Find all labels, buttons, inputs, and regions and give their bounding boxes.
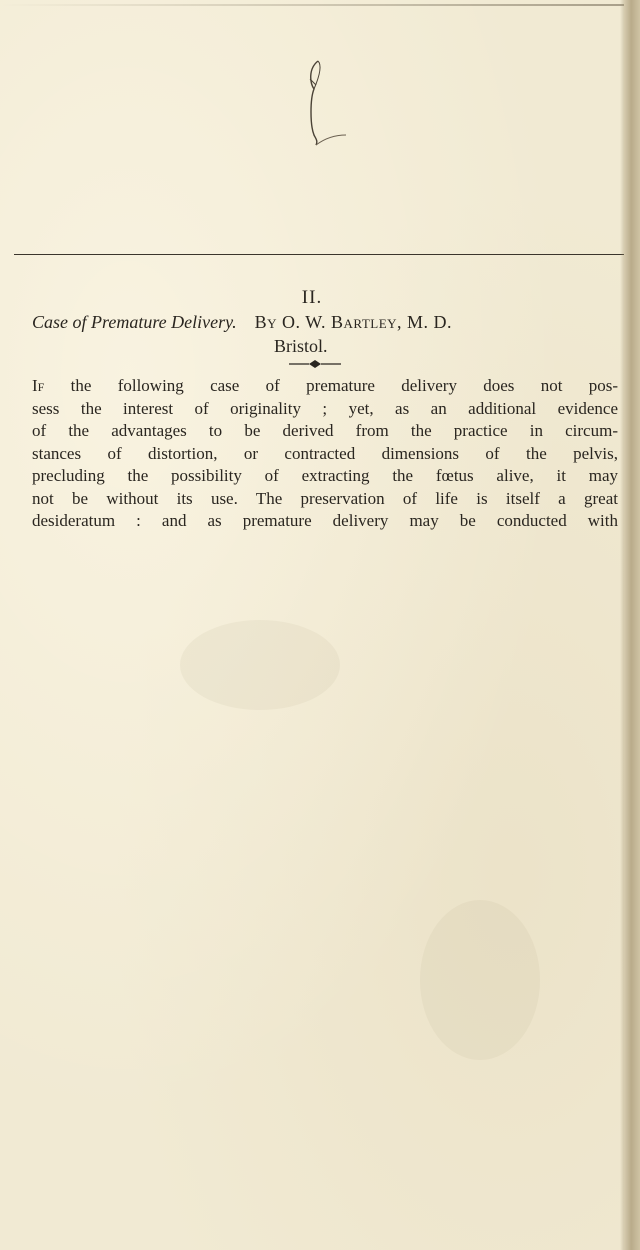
article-title (32, 310, 624, 358)
body-line-2: sess the interest of originality ; yet, as an additional evidence (32, 398, 618, 418)
body-line-1-text: the following case of premature delivery does not pos- (44, 376, 618, 395)
body-line-6: not be without its use. The preservation of life is itself a great (32, 488, 618, 508)
author-line: By O. W. Bartley, M. D. (254, 312, 453, 332)
case-title: Case of Premature Delivery. (32, 312, 237, 332)
header-rule (14, 254, 624, 255)
body-line-7: desideratum : and as premature delivery may be conducted with (32, 511, 618, 530)
body-line-5: precluding the possibility of extracting the fœtus alive, it may (32, 466, 618, 485)
body-line-1 (32, 375, 618, 398)
ornament-divider-icon (285, 358, 345, 370)
body-line-4: stances of distortion, or contracted dimensions of the pelvis, (32, 443, 618, 463)
author-place: Bristol. (274, 336, 328, 356)
article-body (32, 375, 618, 533)
book-edge (624, 0, 640, 1250)
top-edge-shadow (0, 4, 624, 6)
handwritten-mark (300, 55, 360, 155)
title-spacer (241, 312, 250, 332)
section-number: II. (301, 287, 323, 308)
paper-stain (420, 900, 540, 1060)
lead-word: If (32, 376, 45, 395)
body-line-3: of the advantages to be derived from the practice in circum- (32, 421, 618, 440)
paper-stain (180, 620, 340, 710)
